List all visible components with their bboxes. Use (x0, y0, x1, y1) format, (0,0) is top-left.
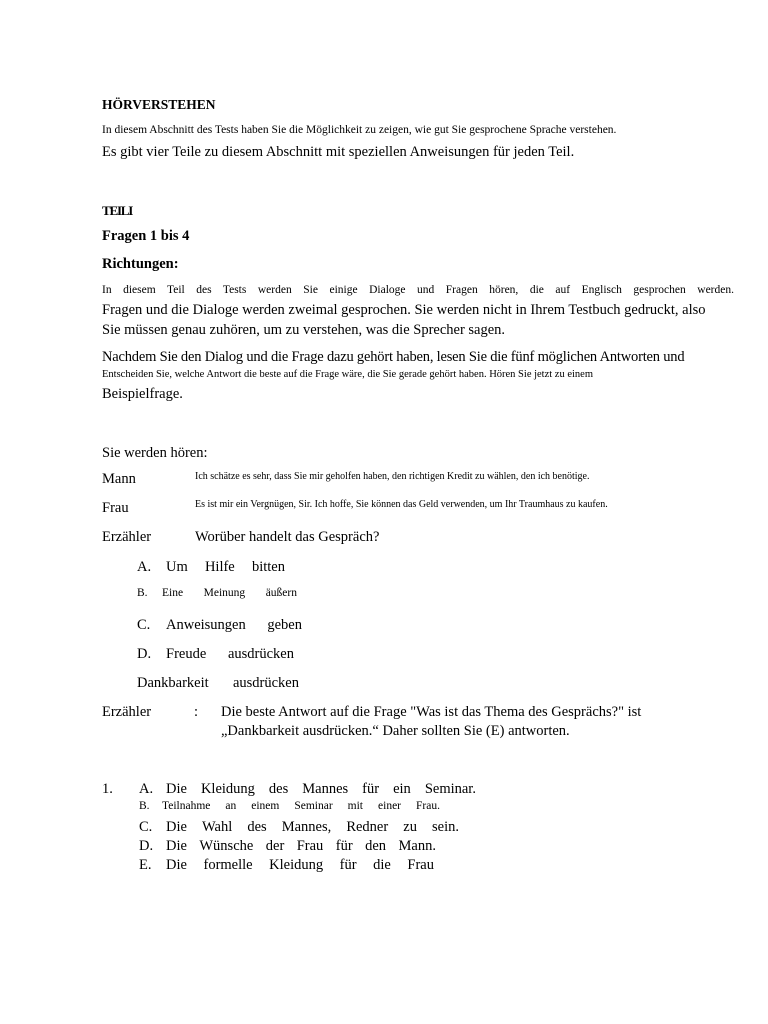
option-word: ausdrücken (227, 646, 294, 662)
option-word: Seminar. (424, 781, 476, 797)
part-questions: Fragen 1 bis 4 (102, 228, 190, 244)
option-word: Die (166, 857, 187, 873)
option-word: Seminar (294, 800, 333, 812)
q1-option-b (162, 801, 440, 813)
question-number: 1. (102, 781, 113, 797)
option-word: einem (251, 800, 280, 812)
q1-option-e (166, 858, 434, 873)
option-word: Meinung (203, 587, 246, 599)
option-word: Teilnahme (162, 800, 211, 812)
option-word: Dankbarkeit (137, 675, 209, 691)
option-word: Mann. (398, 838, 436, 854)
option-word: zu (403, 819, 417, 835)
option-word: Frau (296, 838, 324, 854)
option-word: an (225, 800, 237, 812)
dialogue-speaker-man: Mann (102, 471, 136, 487)
option-word: der (265, 838, 285, 854)
q1-option-e-letter: E. (139, 857, 152, 873)
option-word: ein (393, 781, 411, 797)
option-word: formelle (203, 857, 253, 873)
directions-p1-line1: In diesem Teil des Tests werden Sie einige Dialoge und Fragen hören, die auf Englisch gesprochen werden. (102, 284, 734, 296)
option-word: geben (267, 617, 302, 633)
q1-option-d (166, 839, 436, 854)
option-word: des (247, 819, 267, 835)
option-word: Die (166, 819, 187, 835)
option-word: Kleidung (200, 781, 255, 797)
answer-line-1: Die beste Antwort auf die Frage "Was ist das Thema des Gesprächs?" ist (221, 704, 642, 720)
option-word: den (365, 838, 387, 854)
section-title: HÖRVERSTEHEN (102, 97, 216, 112)
option-word: Frau (407, 857, 434, 873)
directions-p1-line2: Fragen und die Dialoge werden zweimal gesprochen. Sie werden nicht in Ihrem Testbuch gedruckt, also (102, 302, 706, 318)
option-word: Wünsche (199, 838, 254, 854)
example-option-d-letter: D. (137, 646, 152, 662)
option-word: für (335, 838, 353, 854)
option-word: äußern (265, 587, 297, 599)
q1-option-b-letter: B. (139, 800, 150, 812)
dialogue-text-narrator: Worüber handelt das Gespräch? (195, 529, 380, 545)
q1-option-d-letter: D. (139, 838, 154, 854)
q1-option-a-letter: A. (139, 781, 154, 797)
option-word: Anweisungen (166, 617, 246, 633)
directions-label: Richtungen: (102, 256, 179, 272)
dialogue-text-man: Ich schätze es sehr, dass Sie mir geholfen haben, den richtigen Kredit zu wählen, den ich benötige. (195, 471, 590, 482)
example-option-b-letter: B. (137, 587, 148, 599)
option-word: Hilfe (204, 559, 235, 575)
option-word: ausdrücken (232, 675, 299, 691)
q1-option-c (166, 820, 459, 835)
example-option-d (166, 647, 294, 662)
answer-colon: : (194, 704, 199, 720)
part-label: TEILI (102, 203, 133, 218)
directions-p2-line3: Beispielfrage. (102, 386, 183, 402)
option-word: Kleidung (269, 857, 324, 873)
q1-option-c-letter: C. (139, 819, 153, 835)
example-option-a (166, 560, 285, 575)
option-word: für (362, 781, 380, 797)
option-word: mit (347, 800, 364, 812)
example-option-c (166, 618, 302, 633)
option-word: Um (166, 559, 188, 575)
option-word: Die (166, 781, 187, 797)
dialogue-speaker-narrator: Erzähler (102, 529, 152, 545)
option-word: sein. (432, 819, 459, 835)
directions-p2-line1: Nachdem Sie den Dialog und die Frage dazu gehört haben, lesen Sie die fünf möglichen Antworten und (102, 349, 685, 365)
option-word: Mannes, (281, 819, 332, 835)
example-option-e (137, 676, 299, 691)
intro-line-2: Es gibt vier Teile zu diesem Abschnitt mit speziellen Anweisungen für jeden Teil. (102, 144, 575, 160)
example-option-c-letter: C. (137, 617, 151, 633)
directions-p1-line3: Sie müssen genau zuhören, um zu verstehen, was die Sprecher sagen. (102, 322, 506, 338)
option-word: des (268, 781, 289, 797)
answer-speaker: Erzähler (102, 704, 152, 720)
dialogue-text-woman: Es ist mir ein Vergnügen, Sir. Ich hoffe, Sie können das Geld verwenden, um Ihr Traumhaus zu kaufen. (195, 499, 608, 510)
option-word: die (373, 857, 391, 873)
example-option-a-letter: A. (137, 559, 152, 575)
example-intro: Sie werden hören: (102, 445, 208, 461)
option-word: Wahl (202, 819, 233, 835)
option-word: Die (166, 838, 187, 854)
option-word: Freude (166, 646, 207, 662)
answer-line-2: „Dankbarkeit ausdrücken.“ Daher sollten Sie (E) antworten. (221, 723, 570, 739)
directions-p2-line2: Entscheiden Sie, welche Antwort die beste auf die Frage wäre, die Sie gerade gehört haben. Hören Sie jetzt zu einem (102, 369, 593, 380)
option-word: einer (378, 800, 401, 812)
option-word: Mannes (302, 781, 349, 797)
option-word: Eine (162, 587, 184, 599)
example-option-b (162, 588, 297, 600)
option-word: Frau. (416, 800, 440, 812)
q1-option-a (166, 782, 476, 797)
intro-line-1: In diesem Abschnitt des Tests haben Sie die Möglichkeit zu zeigen, wie gut Sie gesprochene Sprache verstehen. (102, 124, 617, 136)
option-word: bitten (251, 559, 285, 575)
option-word: für (339, 857, 357, 873)
dialogue-speaker-woman: Frau (102, 500, 129, 516)
option-word: Redner (346, 819, 389, 835)
